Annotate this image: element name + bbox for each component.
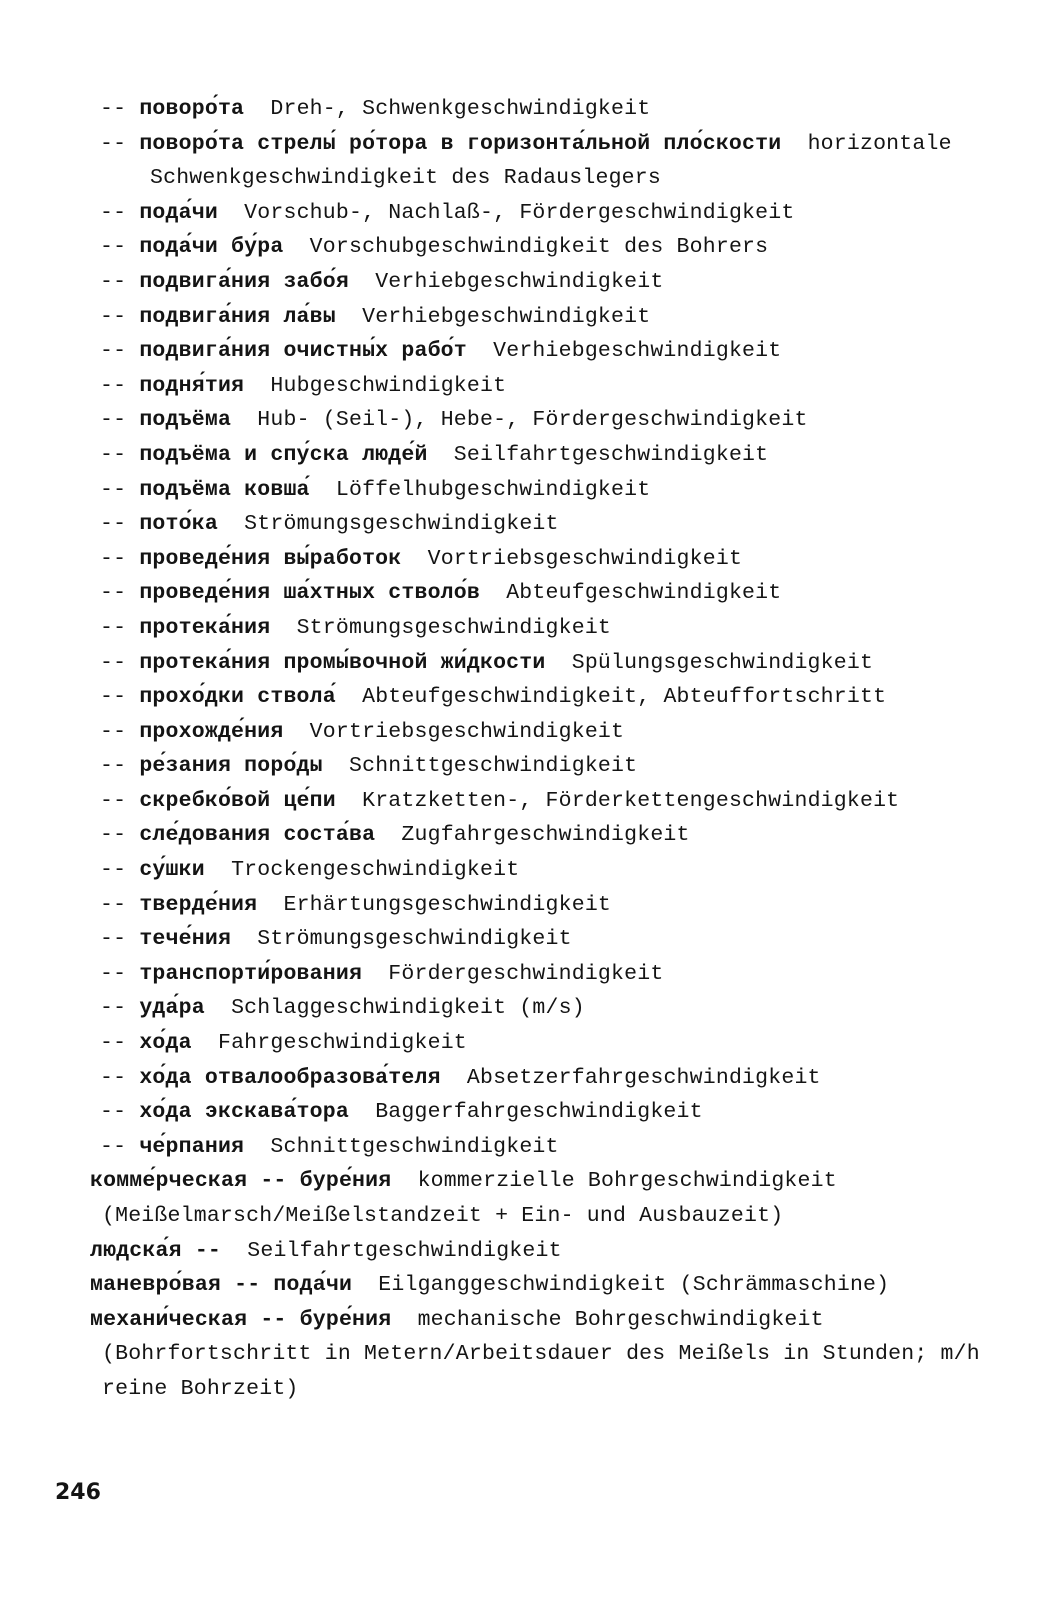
russian-term: поворо́та стрелы́ ро́тора в горизонта́льной пло́скости <box>139 131 782 156</box>
russian-term: подъёма и спу́ска люде́й <box>139 442 428 467</box>
sub-entry <box>90 542 990 577</box>
german-translation: Hub- (Seil-), Hebe-, Fördergeschwindigkeit <box>257 408 808 433</box>
german-translation: Schnittgeschwindigkeit <box>348 754 638 779</box>
sub-entry <box>90 576 990 611</box>
entry-dash: -- <box>100 269 127 294</box>
russian-term: прохожде́ния <box>139 719 284 744</box>
russian-term: механи́ческая -- буре́ния <box>90 1307 392 1332</box>
german-translation: Trockengeschwindigkeit <box>231 858 520 883</box>
page-number: 246 <box>55 1480 101 1505</box>
sub-entry <box>90 507 990 542</box>
russian-term: хо́да <box>139 1031 192 1056</box>
entry-dash: -- <box>100 373 127 398</box>
german-translation: Absetzerfahrgeschwindigkeit <box>466 1065 821 1090</box>
entry-dash: -- <box>100 1031 127 1056</box>
sub-entry <box>90 92 990 127</box>
main-entry <box>90 1234 990 1269</box>
sub-entry <box>90 1095 990 1130</box>
russian-term: протека́ния промы́вочной жи́дкости <box>139 650 546 675</box>
russian-term: поворо́та <box>139 97 245 121</box>
sub-entry <box>90 680 990 715</box>
main-entry <box>90 1164 990 1233</box>
german-translation: mechanische Bohrgeschwindigkeit (Bohrfortschritt in Metern/Arbeitsdauer des Meißels in Stunden; m/h reine Bohrzeit) <box>102 1307 993 1401</box>
sub-entry <box>90 1130 990 1165</box>
german-translation: Hubgeschwindigkeit <box>270 373 507 398</box>
sub-entry <box>90 749 990 784</box>
german-translation: Strömungsgeschwindigkeit <box>244 512 559 537</box>
entry-dash: -- <box>100 685 127 710</box>
entry-dash: -- <box>100 754 127 779</box>
german-translation: Abteufgeschwindigkeit <box>506 581 782 606</box>
sub-entry <box>90 818 990 853</box>
russian-term: скребко́вой це́пи <box>139 788 336 813</box>
russian-term: проведе́ния ша́хтных стволо́в <box>139 581 480 606</box>
entry-dash: -- <box>100 546 127 571</box>
russian-term: прохо́дки ствола́ <box>139 685 336 710</box>
german-translation: Strömungsgeschwindigkeit <box>257 927 572 952</box>
dictionary-entries <box>90 92 993 1407</box>
german-translation: Eilganggeschwindigkeit (Schrämmaschine) <box>378 1273 890 1298</box>
entry-dash: -- <box>100 823 127 848</box>
russian-term: ре́зания поро́ды <box>139 754 323 779</box>
german-translation: Spülungsgeschwindigkeit <box>571 650 874 675</box>
entry-dash: -- <box>100 1134 127 1159</box>
sub-entry <box>90 127 990 196</box>
german-translation: Baggerfahrgeschwindigkeit <box>375 1100 703 1125</box>
german-translation: Zugfahrgeschwindigkeit <box>401 823 690 848</box>
sub-entry <box>90 784 990 819</box>
sub-entry <box>90 922 990 957</box>
main-entry <box>90 1303 993 1407</box>
entry-dash: -- <box>100 927 127 952</box>
sub-entry <box>90 991 990 1026</box>
entry-dash: -- <box>100 650 127 675</box>
sub-entry <box>90 403 990 438</box>
russian-term: протека́ния <box>139 615 271 640</box>
russian-term: тверде́ния <box>139 892 258 917</box>
russian-term: подвига́ния ла́вы <box>139 304 336 329</box>
russian-term: че́рпания <box>139 1134 245 1159</box>
german-translation: Verhiebgeschwindigkeit <box>362 304 651 329</box>
entry-dash: -- <box>100 200 127 225</box>
german-translation: Abteufgeschwindigkeit, Abteuffortschritt <box>362 685 887 710</box>
sub-entry <box>90 265 990 300</box>
entry-dash: -- <box>100 615 127 640</box>
main-entry <box>90 1268 990 1303</box>
entry-dash: -- <box>100 235 127 260</box>
russian-term: сле́дования соста́ва <box>139 823 376 848</box>
entry-dash: -- <box>100 97 127 121</box>
entry-dash: -- <box>100 719 127 744</box>
russian-term: подъёма <box>139 408 232 433</box>
russian-term: пото́ка <box>139 512 218 537</box>
german-translation: Seilfahrtgeschwindigkeit <box>453 442 769 467</box>
german-translation: Vorschub-, Nachlaß-, Fördergeschwindigkeit <box>244 200 795 225</box>
entry-dash: -- <box>100 892 127 917</box>
sub-entry <box>90 1061 990 1096</box>
german-translation: Fahrgeschwindigkeit <box>217 1031 467 1056</box>
sub-entry <box>90 888 990 923</box>
russian-term: людска́я -- <box>90 1238 222 1263</box>
german-translation: Dreh-, Schwenkgeschwindigkeit <box>270 97 651 121</box>
russian-term: уда́ра <box>139 996 205 1021</box>
russian-term: пода́чи <box>139 200 218 225</box>
german-translation: Kratzketten-, Förderkettengeschwindigkeit <box>362 788 900 813</box>
entry-dash: -- <box>100 788 127 813</box>
sub-entry <box>90 1026 990 1061</box>
entry-dash: -- <box>100 961 127 986</box>
german-translation: kommerzielle Bohrgeschwindigkeit (Meißelmarsch/Meißelstandzeit + Ein- und Ausbauzeit) <box>102 1169 850 1228</box>
entry-dash: -- <box>100 581 127 606</box>
entry-dash: -- <box>100 512 127 537</box>
german-translation: Fördergeschwindigkeit <box>388 961 664 986</box>
entry-dash: -- <box>100 408 127 433</box>
russian-term: подвига́ния очистны́х рабо́т <box>139 339 467 364</box>
german-translation: Verhiebgeschwindigkeit <box>493 339 782 364</box>
entry-dash: -- <box>100 442 127 467</box>
german-translation: Vortriebsgeschwindigkeit <box>309 719 625 744</box>
russian-term: подъёма ковша́ <box>139 477 310 502</box>
german-translation: Strömungsgeschwindigkeit <box>296 615 612 640</box>
entry-dash: -- <box>100 1100 127 1125</box>
russian-term: транспорти́рования <box>139 961 363 986</box>
entry-dash: -- <box>100 858 127 883</box>
sub-entry <box>90 300 990 335</box>
sub-entry <box>90 230 990 265</box>
russian-term: комме́рческая -- буре́ния <box>90 1169 392 1194</box>
sub-entry <box>90 369 990 404</box>
entry-dash: -- <box>100 996 127 1021</box>
russian-term: тече́ния <box>139 927 232 952</box>
sub-entry <box>90 853 990 888</box>
entry-dash: -- <box>100 1065 127 1090</box>
sub-entry <box>90 715 990 750</box>
german-translation: Schlaggeschwindigkeit (m/s) <box>231 996 585 1021</box>
entry-dash: -- <box>100 131 127 156</box>
russian-term: подня́тия <box>139 373 245 398</box>
german-translation: Vorschubgeschwindigkeit des Bohrers <box>309 235 769 260</box>
german-translation: Verhiebgeschwindigkeit <box>375 269 664 294</box>
german-translation: Erhärtungsgeschwindigkeit <box>283 892 612 917</box>
german-translation: Schnittgeschwindigkeit <box>270 1134 559 1159</box>
russian-term: подвига́ния забо́я <box>139 269 349 294</box>
sub-entry <box>90 611 990 646</box>
sub-entry <box>90 438 990 473</box>
entry-dash: -- <box>100 477 127 502</box>
russian-term: су́шки <box>139 858 205 883</box>
german-translation: horizontale Schwenkgeschwindigkeit des Radauslegers <box>150 131 965 191</box>
german-translation: Seilfahrtgeschwindigkeit <box>247 1238 562 1263</box>
sub-entry <box>90 334 990 369</box>
russian-term: маневро́вая -- пода́чи <box>90 1273 353 1298</box>
entry-dash: -- <box>100 339 127 364</box>
sub-entry <box>90 473 990 508</box>
german-translation: Vortriebsgeschwindigkeit <box>427 546 743 571</box>
sub-entry <box>90 646 990 681</box>
russian-term: пода́чи бу́ра <box>139 235 284 260</box>
russian-term: хо́да экскава́тора <box>139 1100 349 1125</box>
german-translation: Löffelhubgeschwindigkeit <box>335 477 651 502</box>
russian-term: проведе́ния вы́работок <box>139 546 402 571</box>
sub-entry <box>90 196 990 231</box>
russian-term: хо́да отвалообразова́теля <box>139 1065 441 1090</box>
entry-dash: -- <box>100 304 127 329</box>
sub-entry <box>90 957 990 992</box>
